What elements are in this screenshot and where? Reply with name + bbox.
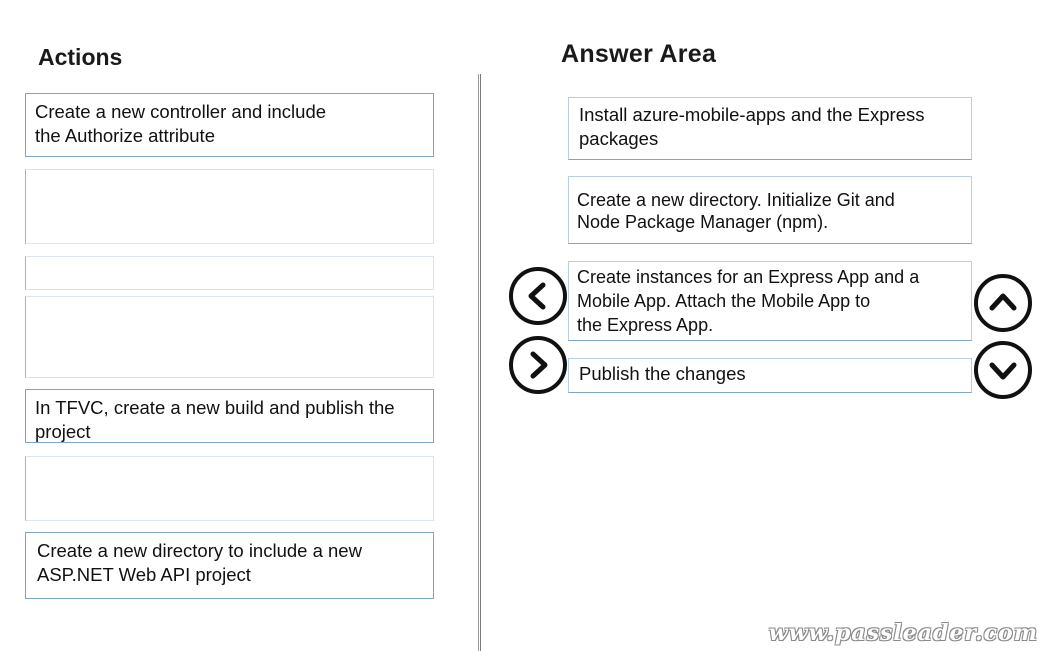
action-item[interactable]: Create a new controller and include the Authorize attribute [25,93,434,157]
action-slot-empty[interactable] [25,296,434,378]
chevron-right-icon [521,348,555,382]
chevron-up-icon [986,286,1020,320]
move-up-button[interactable] [974,274,1032,332]
chevron-left-icon [521,279,555,313]
answer-item[interactable]: Install azure-mobile-apps and the Express packages [568,97,972,160]
action-slot-empty[interactable] [25,456,434,521]
chevron-down-icon [986,353,1020,387]
move-left-button[interactable] [509,267,567,325]
action-item[interactable]: In TFVC, create a new build and publish the project [25,389,434,443]
action-slot-empty[interactable] [25,169,434,244]
action-item[interactable]: Create a new directory to include a new ASP.NET Web API project [25,532,434,599]
answer-item[interactable]: Publish the changes [568,358,972,393]
move-right-button[interactable] [509,336,567,394]
action-slot-empty[interactable] [25,256,434,290]
answer-item[interactable]: Create a new directory. Initialize Git and Node Package Manager (npm). [568,176,972,244]
answer-area-heading: Answer Area [561,40,717,68]
actions-heading: Actions [38,44,123,70]
move-down-button[interactable] [974,341,1032,399]
answer-item[interactable]: Create instances for an Express App and a Mobile App. Attach the Mobile App to the Express App. [568,261,972,341]
panel-divider [478,74,481,651]
watermark: www.passleader.com [768,620,1038,646]
